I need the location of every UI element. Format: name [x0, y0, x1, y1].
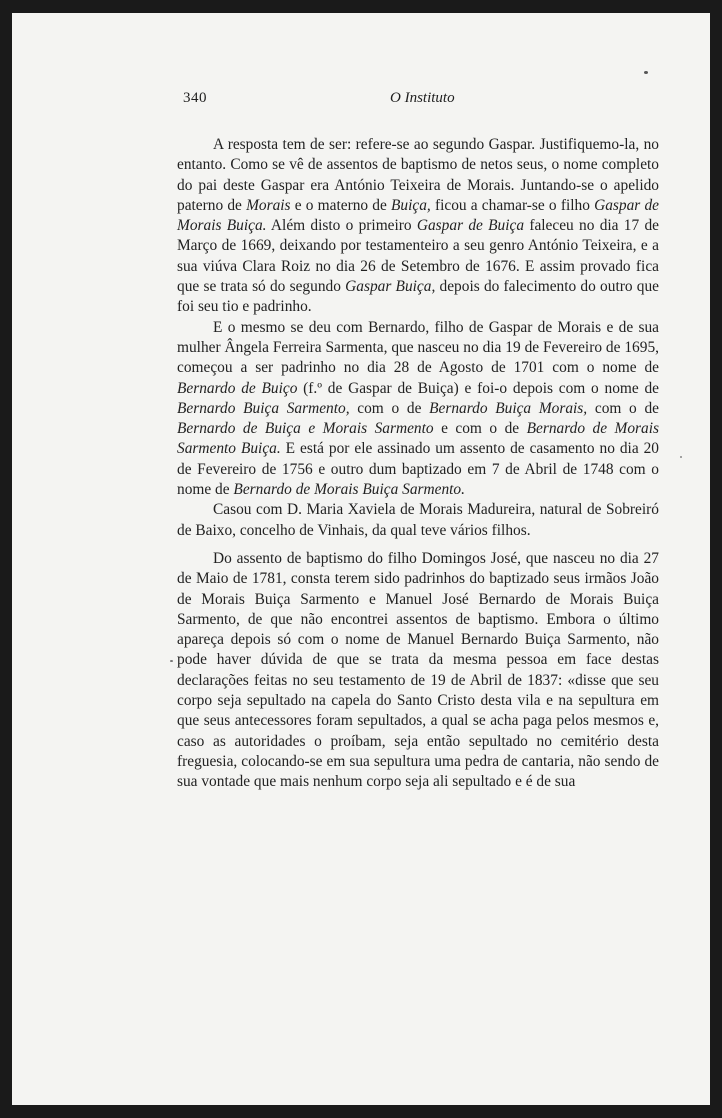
- paragraph: [177, 318, 659, 501]
- italic-run: Bernardo de Morais Sarmento Buiça.: [177, 420, 660, 458]
- text-run: e o materno de: [290, 196, 392, 214]
- print-speck: [170, 660, 173, 662]
- page-header: [183, 90, 653, 114]
- page-number: 340: [183, 90, 207, 106]
- print-speck: [680, 456, 682, 458]
- running-title: O Instituto: [390, 90, 455, 106]
- text-run: faleceu no dia 17 de Março de 1669, deixando por testamenteiro a seu genro António Teixeira, e a sua viúva Clara Roiz no dia 26 de Setembro de 1676. E assim provado fica que se trata só do segundo: [177, 217, 659, 296]
- paragraph: [177, 135, 659, 318]
- italic-run: Gaspar de Morais Buiça.: [177, 196, 659, 235]
- text-run: Além disto o primeiro: [266, 217, 417, 235]
- italic-run: Gaspar Buiça,: [345, 278, 436, 296]
- body-text: [177, 135, 659, 793]
- text-run: E está por ele assinado um assento de casamento no dia 20 de Fevereiro de 1756 e outro dum baptizado em 7 de Abril de 1748 com o nome de: [177, 440, 659, 499]
- text-run: e com o de: [433, 420, 527, 438]
- print-speck: [644, 71, 648, 74]
- italic-run: Bernardo de Buiça e Morais Sarmento: [177, 420, 434, 438]
- text-run: A resposta tem de ser: refere-se ao segundo Gaspar. Justifiquemo-la, no entanto. Como se vê de assentos de baptismo de netos seus, o nome completo do pai deste Gaspar era António Teixeira de Morais. Juntando-se o apelido paterno de: [177, 136, 659, 214]
- text-run: (f.º de Gaspar de Buiça) e foi-o depois com o nome de: [297, 379, 659, 397]
- text-run: E o mesmo se deu com Bernardo, filho de Gaspar de Morais e de sua mulher Ângela Ferreira Sarmenta, que nasceu no dia 19 de Fevereiro de 1695, começou a ser padrinho no dia 28 de Agosto de 1701 com o nome de: [177, 318, 659, 377]
- text-run: com o de: [349, 399, 430, 417]
- italic-run: Buiça,: [391, 196, 431, 214]
- italic-run: Bernardo de Morais Buiça Sarmento.: [233, 481, 465, 499]
- text-run: Casou com D. Maria Xaviela de Morais Madureira, natural de Sobreiró de Baixo, concelho de Vinhais, da qual teve vários filhos.: [177, 501, 659, 539]
- book-page: [12, 13, 710, 1105]
- italic-run: Morais: [246, 196, 291, 214]
- text-run: com o de: [587, 399, 659, 417]
- text-run: depois do falecimento do outro que foi seu tio e padrinho.: [177, 278, 659, 316]
- text-run: Do assento de baptismo do filho Domingos José, que nasceu no dia 27 de Maio de 1781, consta terem sido padrinhos do baptizado seus irmãos João de Morais Buiça Sarmento e Manuel José Bernardo de Morais Buiça Sarmento, de que não encontrei assentos de baptismo. Embora o último apareça depois só com o nome de Manuel Bernardo Buiça Sarmento, não pode haver dúvida de que se trata da mesma pessoa em face destas declarações feitas no seu testamento de 19 de Abril de 1837: «disse que seu corpo seja sepultado na capela do Santo Cristo desta vila e na sepultura em que seus antecessores foram sepultados, a qual se acha paga pelos mesmos e, caso as autoridades o proíbam, seja então sepultado no cemitério desta freguesia, colocando-se em sua sepultura uma pedra de cantaria, não sendo de sua vontade que mais nenhum corpo seja ali sepultado e é de sua: [177, 549, 659, 791]
- paragraph: [177, 500, 659, 541]
- paragraph: [177, 549, 659, 793]
- italic-run: Gaspar de Buiça: [416, 217, 525, 235]
- text-run: ficou a chamar-se o filho: [430, 196, 595, 214]
- italic-run: Bernardo Buiça Morais,: [429, 399, 588, 417]
- italic-run: Bernardo de Buiço: [177, 379, 298, 397]
- italic-run: Bernardo Buiça Sarmento,: [177, 399, 350, 417]
